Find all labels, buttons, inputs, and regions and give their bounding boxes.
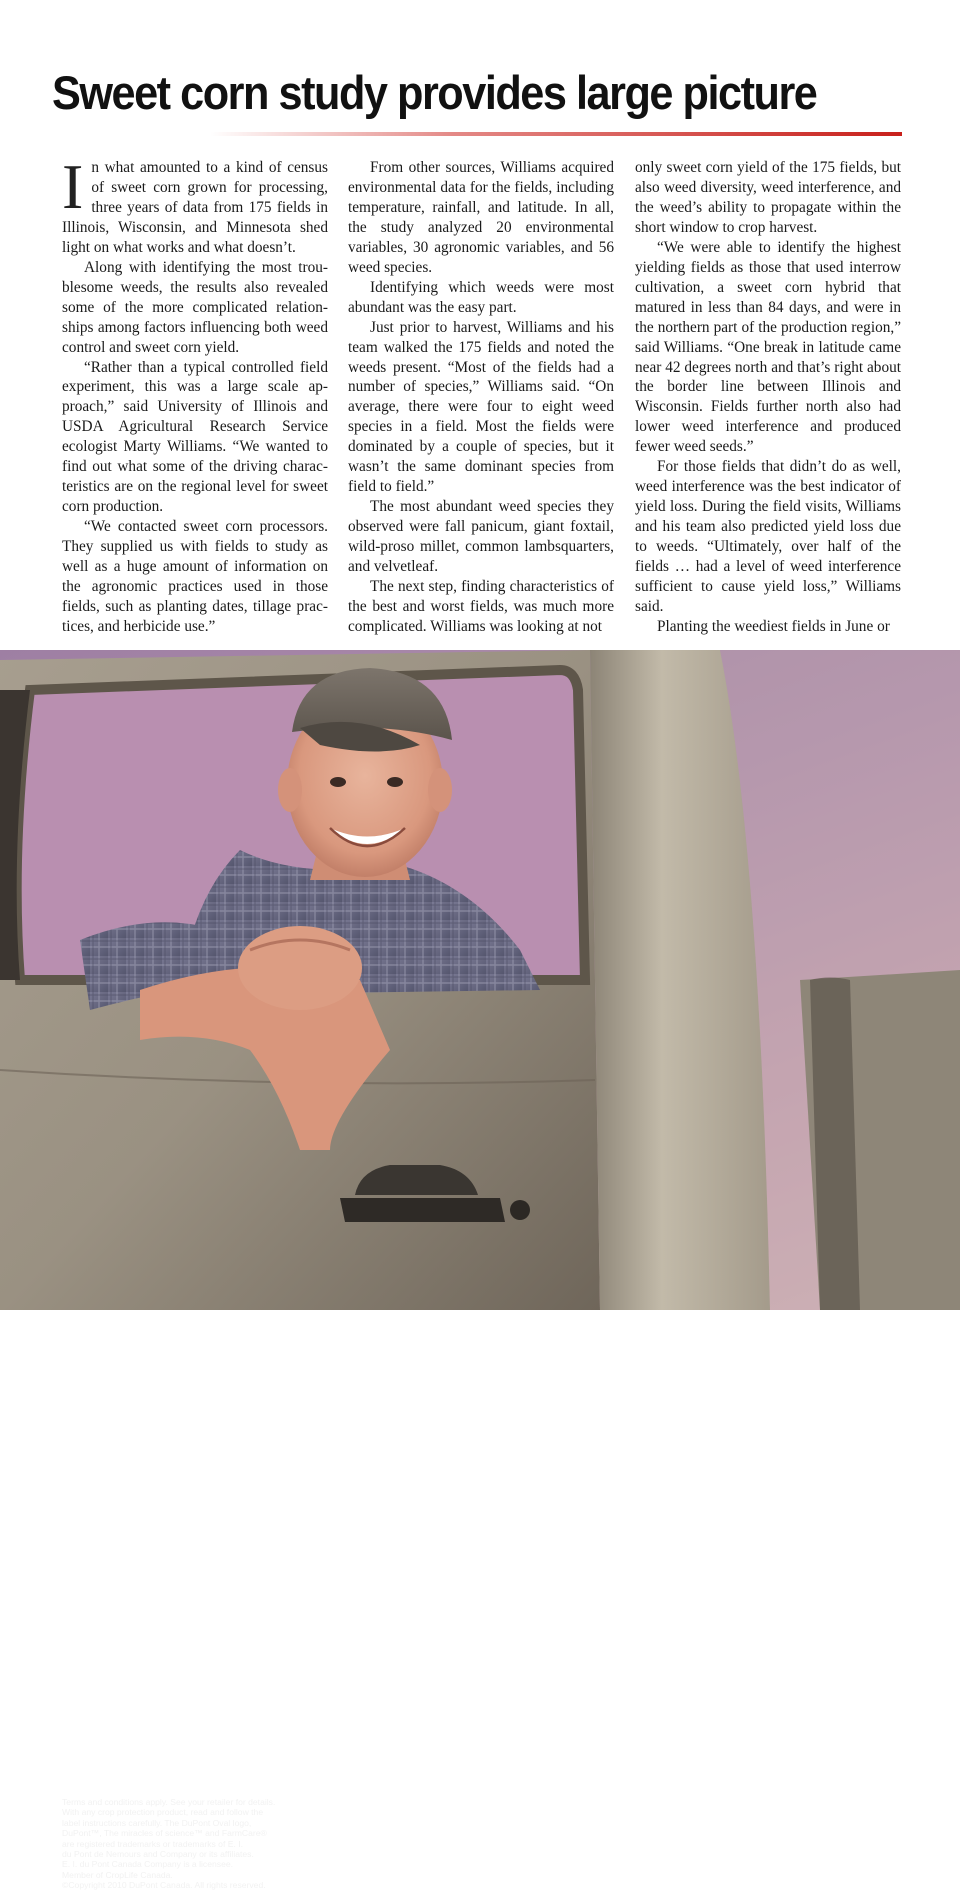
legal-line: are registered trademarks or trademarks of E. I.: [62, 1838, 244, 1849]
legal-line: label instructions carefully. The DuPont Oval logo,: [62, 1817, 252, 1828]
headline-rule: [210, 132, 902, 136]
paragraph: “We were able to identify the highest yielding fields as those that used interrow cultivation, a sweet corn hybrid that matured in less than 84 days, and were in the northern part of the production region,” said Williams. “One break in latitude came near 42 degrees north and that’s right about the border line between Illinois and Wisconsin. Fields further north also had lower weed interference and produced fewer weed seeds.”: [635, 238, 901, 456]
legal-line: Member of CropLife Canada.: [62, 1869, 173, 1880]
headline: Sweet corn study provides large picture: [52, 66, 817, 119]
paragraph-continuation: only sweet corn yield of the 175 fields, but also weed diversity, weed interference, and the weed’s ability to propagate within the short window to crop harvest.: [635, 159, 901, 236]
farmer-in-truck-illustration: [0, 650, 960, 1310]
paragraph: “Rather than a typical controlled field experiment, this was a large scale approach,” said University of Illinois and USDA Agricultural Research Service ecologist Marty Williams. “We wanted to find out what some of the driving characteristics are on the regional level for sweet corn production.: [62, 358, 328, 516]
legal-line: Terms and conditions apply. See your retailer for details.: [62, 1797, 276, 1807]
paragraph: For those fields that didn’t do as well, weed interference was the best indicator of yield loss. During the field visits, Williams and his team also predicted yield loss due to weeds. “Ultimately, over half of the fields … had a level of weed interference sufficient to cause yield loss,” Williams said.: [635, 458, 901, 615]
paragraph: The most abundant weed species they observed were fall panicum, giant foxtail, wild-proso millet, common lambsquarters, and velvetleaf.: [348, 498, 614, 576]
paragraph: From other sources, Williams acquired environmental data for the fields, including temperature, rainfall, and latitude. In all, the study analyzed 20 environmental variables, 30 agronomic variables, and 56 weed species.: [348, 159, 614, 276]
paragraph: Just prior to harvest, Williams and his team walked the 175 fields and noted the weeds present. “Most of the fields had a number of species,” Williams said. “On average, there were four to eight weed species in a field. Most the fields were dominated by a couple of species, but it wasn’t the same dominant species from field to field.”: [348, 318, 614, 496]
legal-line: DuPont™, The miracles of science™ and FarmCare®: [62, 1828, 267, 1839]
drop-cap: I: [62, 151, 84, 222]
legal-disclaimer: [62, 1797, 362, 1891]
advertisement-photo: [0, 650, 960, 1891]
legal-line: E. I. du Pont Canada Company is a licensee.: [62, 1859, 234, 1870]
paragraph: Along with identifying the most troublesome weeds, the results also revealed some of the more complicated relationships among factors influencing both weed control and sweet corn yield.: [62, 258, 328, 356]
legal-line: With any crop protection product, read and follow the: [62, 1807, 264, 1818]
paragraph: “We contacted sweet corn processors. They supplied us with fields to study as well as a huge amount of information on the agronomic practices used in those fields, such as planting dates, tillage practices, and herbicide use.”: [62, 518, 328, 635]
paragraph: Identifying which weeds were most abundant was the easy part.: [348, 278, 614, 316]
article-column-1: [62, 151, 328, 637]
article-column-2: [348, 158, 614, 637]
lead-text: n what amounted to a kind of census of sweet corn grown for processing, three years of data from 175 fields in Illinois, Wisconsin, and Minnesota shed light on what works and what doesn’t.: [62, 159, 328, 256]
paragraph: The next step, finding characteristics of the best and worst fields, was much more complicated. Williams was looking at not: [348, 578, 614, 635]
legal-line: du Pont de Nemours and Company or its affiliates.: [62, 1849, 254, 1860]
paragraph: Planting the weediest fields in June or: [657, 617, 890, 635]
legal-line: ©Copyright 2010 DuPont Canada. All rights reserved.: [62, 1880, 266, 1891]
lead-paragraph: [62, 151, 328, 258]
article-column-3: [635, 158, 901, 637]
